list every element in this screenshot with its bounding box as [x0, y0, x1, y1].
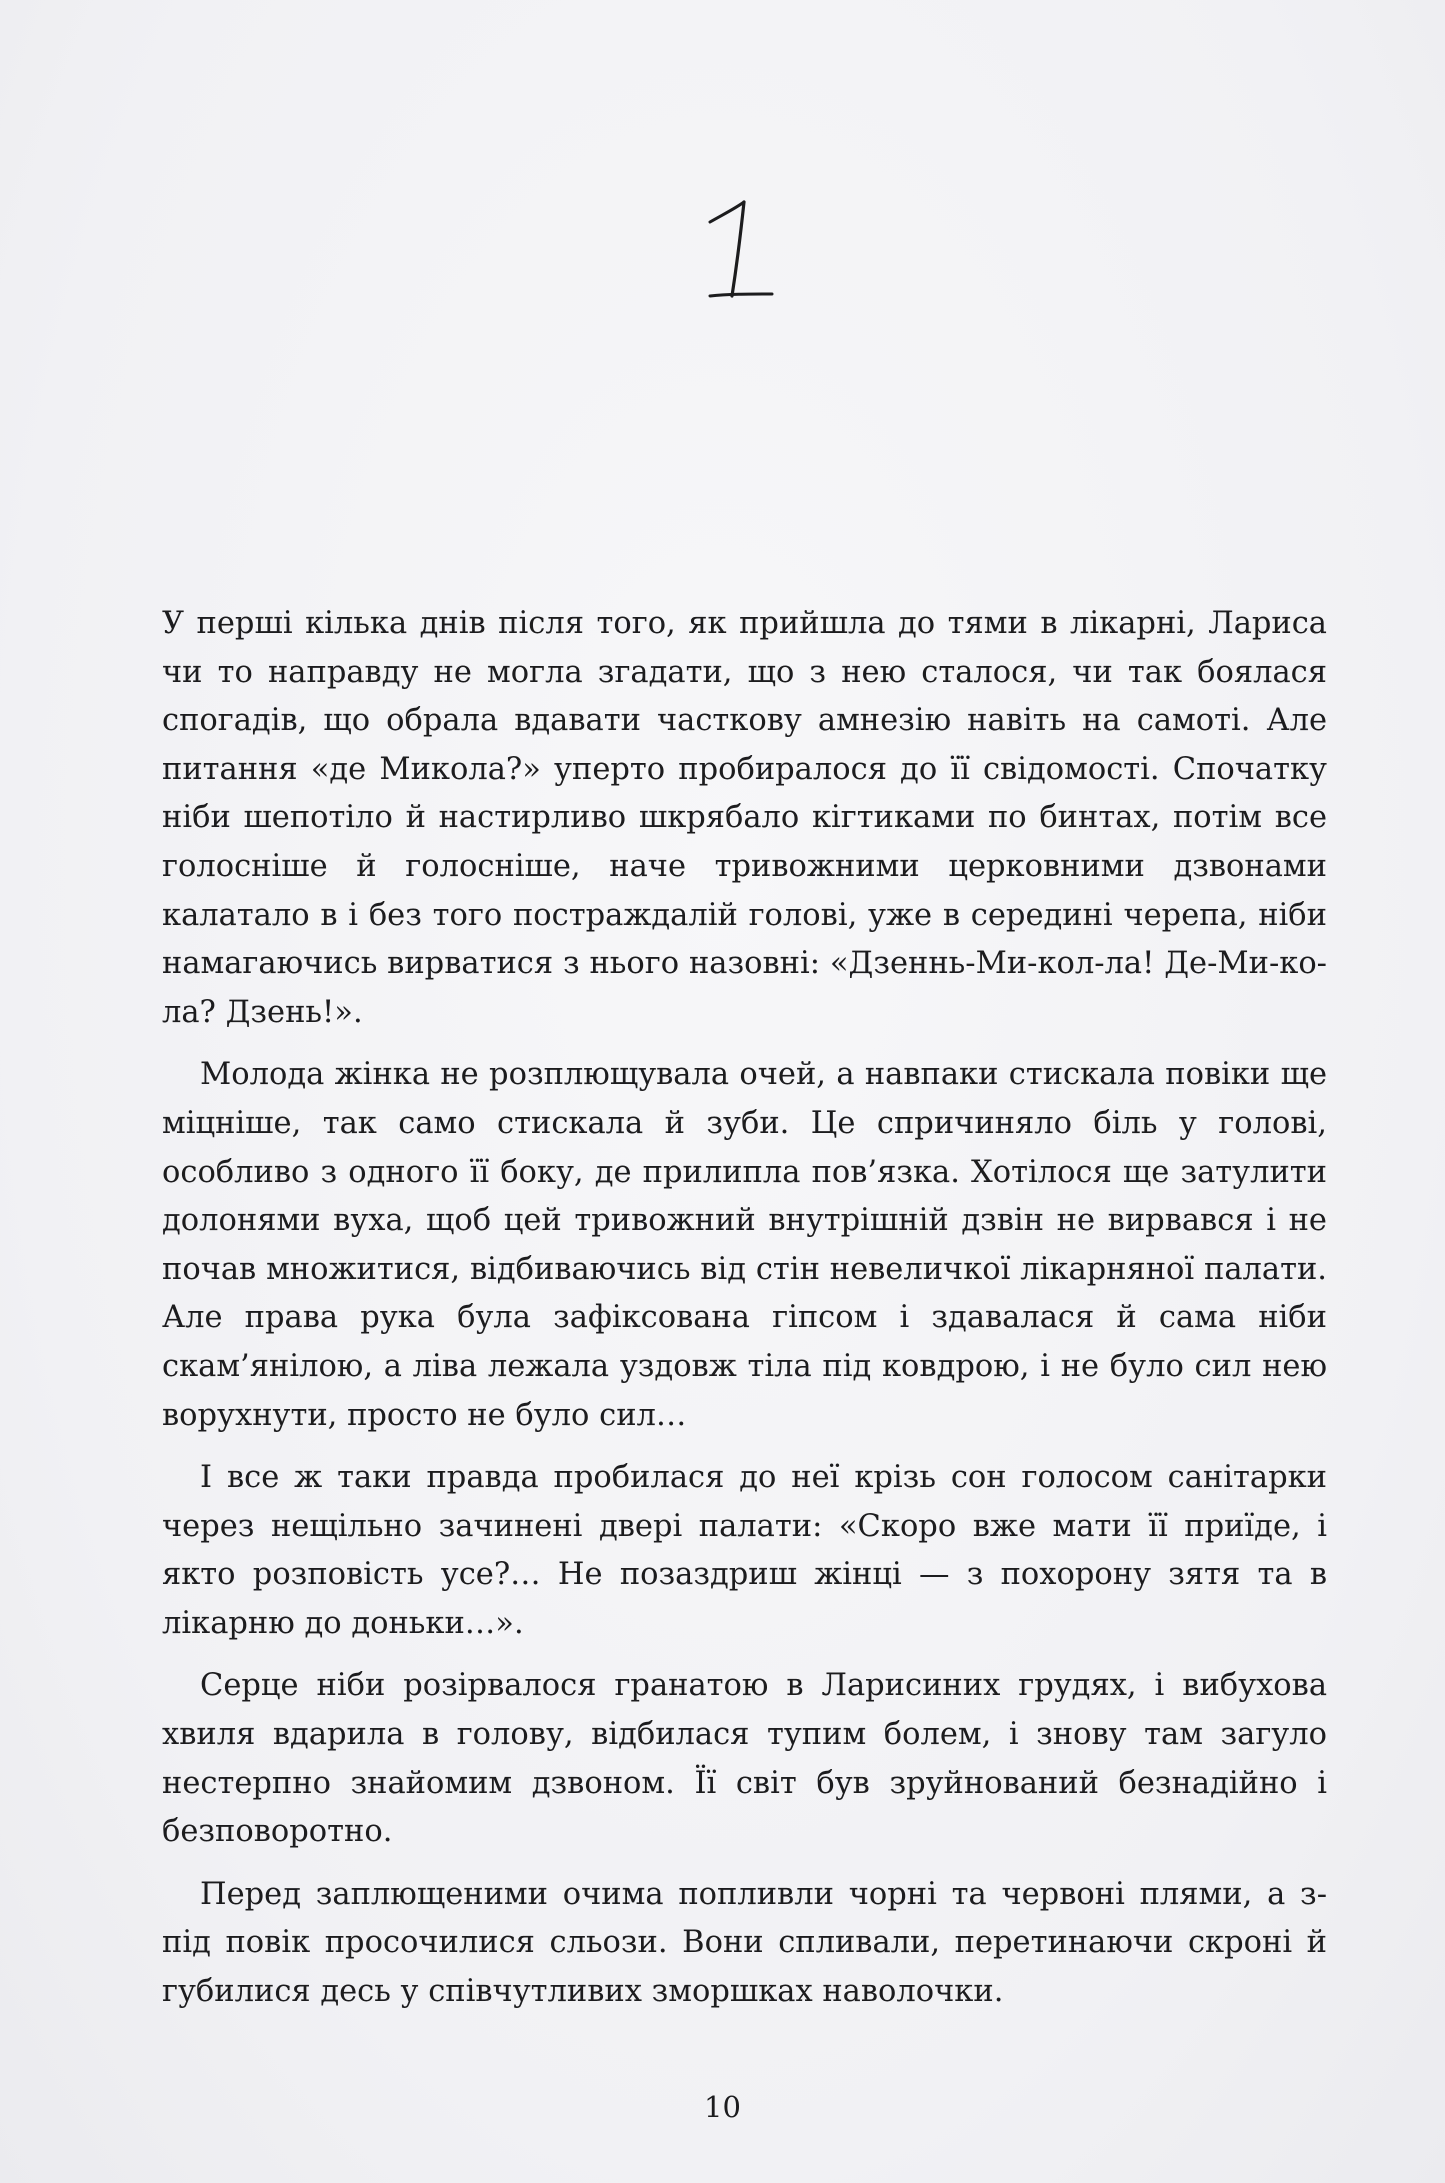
page-number: 10 [704, 2090, 741, 2124]
paragraph: У перші кілька днів після того, як прийшла до тями в лікарні, Лариса чи то направду не могла згадати, що з нею сталося, чи так боялася спогадів, що обрала вдавати часткову амнезію навіть на самоті. Але питання «де Микола?» уперто пробиралося до її свідомості. Спочатку ніби шепотіло й настирливо шкрябало кігтиками по бинтах, потім все голосніше й голосніше, наче тривожними церковними дзвонами калатало в і без того постраждалій голові, уже в середині черепа, ніби намагаючись вирватися з нього назовні: «Дзеннь-Ми-кол-ла! Де-Ми-ко-ла? Дзень!». [162, 606, 1327, 1030]
chapter-number-glyph [690, 200, 780, 310]
paragraph: І все ж таки правда пробилася до неї крізь сон голосом санітарки через нещільно зачинені двері палати: «Скоро вже мати її приїде, і якто розповість усе?… Не позаздриш жінці — з похорону зятя та в лікарню до доньки…». [162, 1460, 1327, 1641]
chapter-number [690, 200, 780, 310]
paragraph: Молода жінка не розплющувала очей, а навпаки стискала повіки ще міцніше, так само стискала й зуби. Це спричиняло біль у голові, особливо з одного її боку, де прилипла пов’язка. Хотілося ще затулити долонями вуха, щоб цей тривожний внутрішній дзвін не вирвався і не почав множитися, відбиваючись від стін невеличкої лікарняної палати. Але права рука була зафіксована гіпсом і здавалася й сама ніби скам’янілою, а ліва лежала уздовж тіла під ковдрою, і не було сил нею ворухнути, просто не було сил… [162, 1057, 1327, 1433]
paragraph: Перед заплющеними очима попливли чорні та червоні плями, а з-під повік просочилися сльози. Вони спливали, перетинаючи скроні й губилися десь у співчутливих зморшках наволочки. [162, 1876, 1327, 2010]
paragraph: Серце ніби розірвалося гранатою в Ларисиних грудях, і вибухова хвиля вдарила в голову, відбилася тупим болем, і знову там загуло нестерпно знайомим дзвоном. Її світ був зруйнований безнадійно і безповоротно. [162, 1668, 1327, 1850]
chapter-text [162, 600, 1327, 2031]
